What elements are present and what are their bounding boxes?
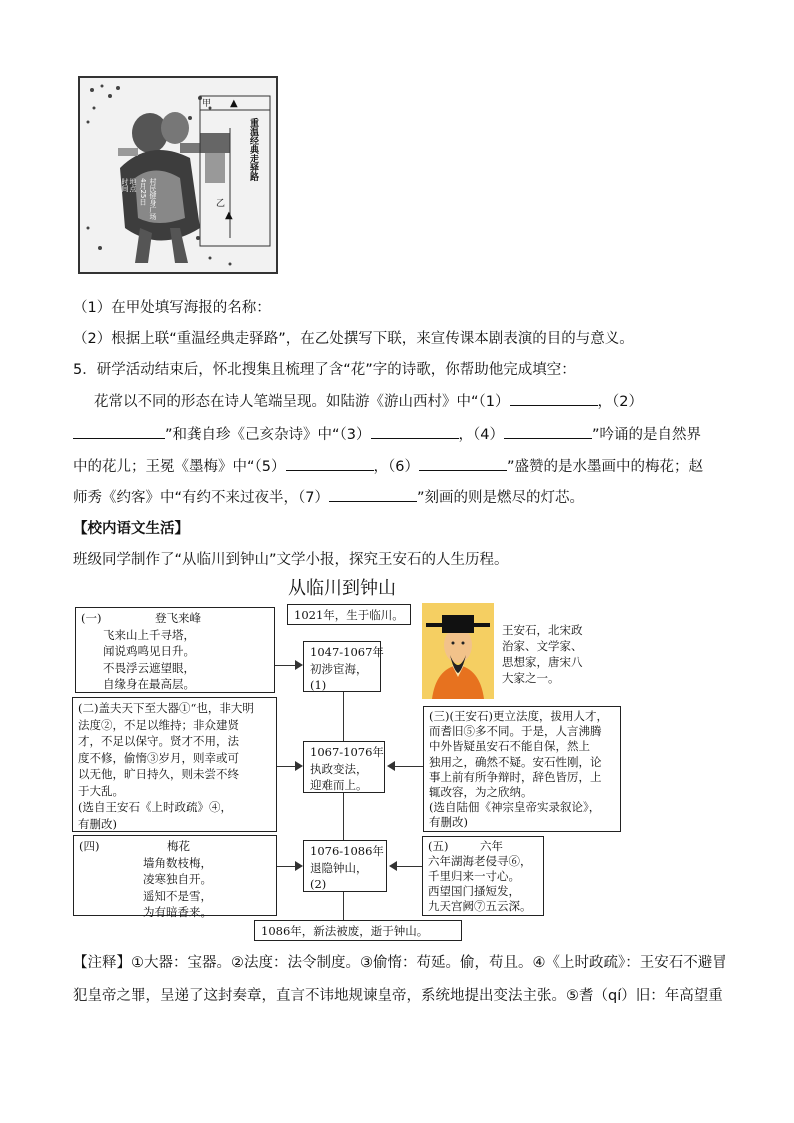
- poem-line: 为有暗香来。: [143, 905, 212, 919]
- stage-desc: 执政变法，: [310, 761, 368, 776]
- stage-box-2: [303, 741, 385, 793]
- prose-line: (三)(王安石)更立法度，拔用人才，: [429, 709, 608, 723]
- poem-line: 闻说鸡鸣见日升。: [103, 644, 195, 658]
- portrait-caption: [502, 622, 583, 686]
- arrow-right: [295, 761, 303, 771]
- poem-line: 西望国门搔短发，: [428, 884, 520, 898]
- stage-desc: 初涉宦海，: [310, 661, 368, 676]
- text-segment: ”刻画的则是燃尽的灯芯。: [417, 490, 585, 506]
- poster-small-text: 地点: [129, 178, 137, 192]
- box-label: (五): [428, 839, 449, 853]
- portrait-image: [422, 603, 494, 699]
- text-segment: 花常以不同的形态在诗人笔端呈现。如陆游《游山西村》中“（1）: [94, 394, 510, 410]
- prose-line: 于大乱。: [78, 783, 124, 798]
- poem-line: 不畏浮云遮望眼，: [103, 660, 195, 675]
- prose-line: 事上前有所争辩时，辞色皆厉，上: [429, 769, 602, 784]
- text-box-3: [423, 706, 621, 832]
- text-segment: 师秀《约客》中“有约不来过夜半，（7）: [73, 490, 329, 506]
- text-box-1: [75, 607, 275, 693]
- connector: [397, 866, 422, 867]
- stage-box-3: [303, 840, 387, 892]
- prose-line: 中外皆疑虽安石不能自保，然上: [429, 739, 590, 754]
- text-segment: ，（4）: [458, 427, 504, 443]
- source-line: 有删改): [78, 816, 117, 831]
- prose-line: 才，不足以保守。贤才不用，法: [78, 734, 239, 748]
- answer-blank-6[interactable]: [419, 469, 507, 471]
- notes-line-1: 【注释】①大器：宝器。②法度：法令制度。③偷惰：苟延。偷，苟且。④《上时政疏》：王安石不避冒: [73, 955, 727, 971]
- arrow-right: [295, 861, 303, 871]
- text-segment: ”和龚自珍《己亥杂诗》中“（3）: [165, 427, 371, 443]
- caption-line: 思想家，唐宋八: [502, 655, 583, 669]
- prose-line: (二)盖夫天下至大器①“也，非大明: [78, 701, 254, 715]
- prose-line: 法度②，不足以维持；非众建贤: [78, 717, 239, 732]
- fill-paragraph-line-4: [73, 486, 584, 507]
- answer-blank-1[interactable]: [510, 404, 598, 406]
- fill-paragraph-line-3: [73, 455, 703, 476]
- question-2: （2）根据上联“重温经典走驿路”，在乙处撰写下联，来宣传课本剧表演的目的与意义。: [73, 331, 634, 347]
- section-intro: 班级同学制作了“从临川到钟山”文学小报，探究王安石的人生历程。: [73, 552, 509, 568]
- prose-line: 以无他，旷日持久，则未尝不终: [78, 767, 239, 781]
- source-line: (选自陆佃《神宗皇帝实录叙论》，: [429, 800, 601, 815]
- caption-line: 治家、文学家、: [502, 639, 583, 653]
- question-1: （1）在甲处填写海报的名称：: [73, 300, 271, 316]
- death-box: [254, 920, 462, 941]
- arrow-left: [387, 761, 395, 771]
- diagram-title: 从临川到钟山: [288, 578, 396, 599]
- notes-line-2: 犯皇帝之罪，呈递了这封奏章，直言不讳地规谏皇帝，系统地提出变法主张。⑤耆（qí）旧：年高望重: [73, 988, 723, 1004]
- stage-years: 1067-1076年: [310, 745, 384, 759]
- poem-line: 遥知不是雪，: [143, 888, 212, 903]
- poem-line: 自缘身在最高层。: [103, 677, 195, 691]
- answer-blank-5[interactable]: [286, 469, 374, 471]
- text-segment: 中的花儿；王冕《墨梅》中“（5）: [73, 459, 286, 475]
- prose-line: 度不修，偷惰③岁月，则幸或可: [78, 750, 239, 765]
- stage-years: 1076-1086年: [310, 844, 384, 858]
- slot-jia-triangle: ▲: [230, 98, 238, 109]
- answer-blank-3[interactable]: [371, 437, 459, 439]
- box-label: (一): [81, 611, 102, 625]
- question-5: 5．研学活动结束后，怀北搜集且梳理了含“花”字的诗歌，你帮助他完成填空：: [73, 362, 576, 378]
- text-box-4: [73, 835, 277, 919]
- slot-yi: 乙: [216, 199, 226, 209]
- text-segment: ”吟诵的是自然界: [591, 427, 701, 443]
- stage-blank: (2): [310, 877, 327, 891]
- poem-line: 千里归来一寸心。: [428, 869, 520, 883]
- section-heading: 【校内语文生活】: [73, 521, 189, 537]
- caption-line: 王安石，北宋政: [502, 623, 583, 637]
- poem-line: 墙角数枝梅，: [143, 855, 212, 870]
- source-line: (选自王安石《上时政疏》④，: [78, 800, 232, 814]
- poem-line: 凌寒独自开。: [143, 872, 212, 886]
- fill-paragraph-line-1: [94, 390, 643, 411]
- poem-line: 六年湖海老侵寻⑥，: [428, 854, 532, 868]
- source-line: 有删改): [429, 815, 468, 830]
- birth-text: 1021年，生于临川。: [294, 608, 404, 622]
- answer-blank-7[interactable]: [329, 500, 417, 502]
- text-box-2: [72, 697, 277, 832]
- stage-blank: (1): [310, 678, 327, 692]
- poem-title: 六年: [480, 839, 503, 853]
- wang-anshi-portrait: [422, 603, 494, 699]
- arrow-left: [389, 861, 397, 871]
- prose-line: 辄改容，为之欣纳。: [429, 785, 533, 800]
- poem-title: 登飞来峰: [155, 611, 201, 625]
- caption-line: 大家之一。: [502, 671, 560, 685]
- poster-small-text: 4月25日: [139, 178, 147, 206]
- connector: [277, 766, 295, 767]
- slot-yi-triangle: ▲: [225, 210, 233, 221]
- prose-line: 独用之，确然不疑。安石性刚，论: [429, 754, 602, 769]
- stage-years: 1047-1067年: [310, 645, 384, 659]
- connector: [395, 766, 423, 767]
- poem-title: 梅花: [167, 839, 190, 853]
- slot-jia: 甲: [202, 99, 212, 109]
- poem-line: 飞来山上千寻塔，: [103, 627, 195, 642]
- poster-small-text: 时间: [121, 178, 129, 192]
- poster-image: [78, 76, 278, 274]
- box-label: (四): [79, 839, 100, 853]
- couplet-upper: 重温经典走驿路: [248, 118, 258, 181]
- stage-desc: 退隐钟山，: [310, 860, 368, 875]
- answer-blank-2[interactable]: [73, 437, 165, 439]
- fill-paragraph-line-2: [73, 423, 701, 444]
- connector: [277, 866, 295, 867]
- text-segment: ”盛赞的是水墨画中的梅花；赵: [506, 459, 703, 475]
- birth-box: [287, 604, 411, 625]
- answer-blank-4[interactable]: [504, 437, 592, 439]
- death-text: 1086年，新法被废，逝于钟山。: [261, 924, 429, 938]
- poster-small-text: 村民健身广场: [149, 178, 157, 220]
- stage-desc: 迎难而上。: [310, 778, 368, 792]
- arrow-right: [295, 660, 303, 670]
- prose-line: 而耆旧⑤多不同。于是，人言沸腾: [429, 724, 602, 739]
- text-box-5: [422, 836, 544, 916]
- text-segment: ，（6）: [373, 459, 419, 475]
- connector: [275, 665, 295, 666]
- stage-box-1: [303, 641, 384, 692]
- poem-line: 九天宫阙⑦五云深。: [428, 899, 532, 913]
- text-segment: ，（2）: [597, 394, 643, 410]
